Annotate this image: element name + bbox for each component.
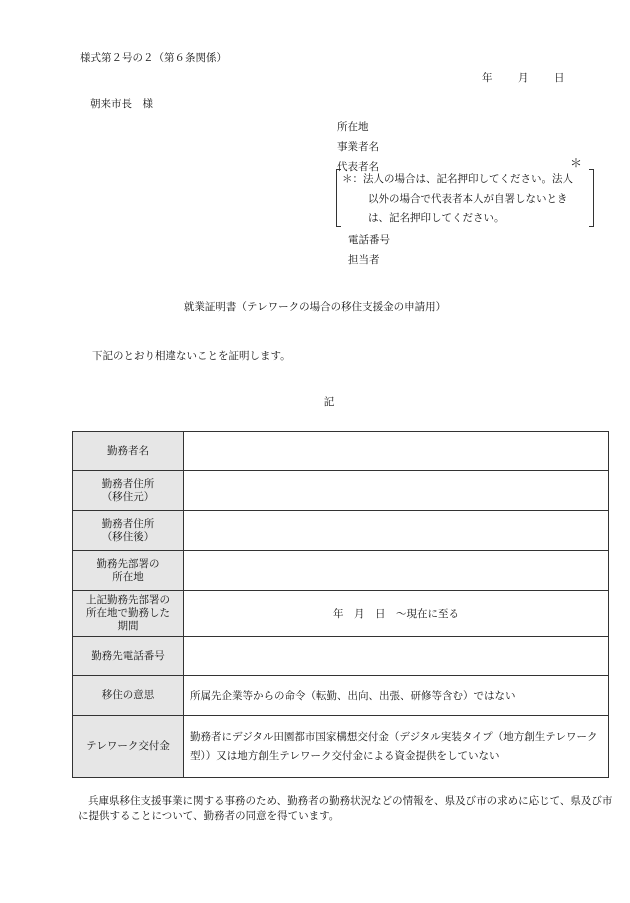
- row-value-dept-location[interactable]: [184, 551, 609, 591]
- note-bracket-left: [336, 169, 341, 227]
- row-label-address-after: [73, 511, 184, 551]
- certificate-table: [72, 431, 609, 778]
- seal-note-box: [336, 169, 594, 227]
- label-text: 上記勤務先部署の 所在地で勤務した 期間: [86, 594, 170, 632]
- row-label-work-period: [73, 591, 184, 637]
- applicant-contact-block: [348, 230, 390, 270]
- table-row: [73, 471, 609, 511]
- row-value-work-period[interactable]: 年 月 日 ～現在に至る: [184, 591, 609, 637]
- form-number: 様式第２号の２（第６条関係）: [80, 52, 227, 64]
- note-line-2: 以外の場合で代表者本人が自署しないとき: [368, 193, 568, 205]
- ki-heading: 記: [323, 396, 335, 408]
- date-day: 日: [554, 72, 565, 84]
- note-line-1: ＊：法人の場合は、記名押印してください。法人: [342, 173, 573, 185]
- row-label-dept-location: [73, 551, 184, 591]
- document-title: 就業証明書（テレワークの場合の移住支援金の申請用）: [183, 301, 447, 313]
- contact-person-label: 担当者: [348, 254, 380, 266]
- applicant-block: [337, 117, 379, 177]
- row-value-office-phone[interactable]: [184, 637, 609, 676]
- table-row: [73, 637, 609, 676]
- table-row: [73, 716, 609, 778]
- row-value-worker-name[interactable]: [184, 432, 609, 471]
- row-label-intention: 移住の意思: [73, 676, 184, 716]
- addressee: 朝来市長 様: [90, 98, 153, 110]
- row-label-worker-name: 勤務者名: [73, 432, 184, 471]
- note-bracket-right: [589, 169, 594, 227]
- label-text: 勤務者住所 （移住元）: [101, 477, 155, 503]
- row-label-office-phone: 勤務先電話番号: [73, 637, 184, 676]
- row-value-address-after[interactable]: [184, 511, 609, 551]
- row-value-address-before[interactable]: [184, 471, 609, 511]
- note-line-3: は、記名押印してください。: [368, 212, 505, 224]
- business-name-label: 事業者名: [337, 141, 379, 153]
- table-row: [73, 511, 609, 551]
- label-text: 勤務先部署の 所在地: [96, 557, 160, 583]
- date-line: [482, 70, 565, 85]
- asterisk-mark: ＊: [570, 156, 583, 170]
- row-label-telework-grant: テレワーク交付金: [73, 716, 184, 778]
- consent-footer: 兵庫県移住支援事業に関する事務のため、勤務者の勤務状況などの情報を、県及び市の求めに応じて、県及び市に提供することについて、勤務者の同意を得ています。: [78, 795, 613, 822]
- certification-statement: 下記のとおり相違ないことを証明します。: [92, 350, 291, 362]
- table-row: [73, 591, 609, 637]
- label-text: 勤務者住所 （移住後）: [101, 517, 155, 543]
- phone-label: 電話番号: [348, 234, 390, 246]
- representative-label: 代表者名: [337, 161, 379, 173]
- table-row: [73, 676, 609, 716]
- location-label: 所在地: [337, 121, 369, 133]
- row-value-intention: 所属先企業等からの命令（転勤、出向、出張、研修等含む）ではない: [184, 676, 609, 716]
- table-row: [73, 432, 609, 471]
- date-year: 年: [482, 72, 493, 84]
- date-month: 月: [518, 72, 529, 84]
- table-row: [73, 551, 609, 591]
- row-value-telework-grant: 勤務者にデジタル田園都市国家構想交付金（デジタル実装タイプ（地方創生テレワーク型））又は地方創生テレワーク交付金による資金提供をしていない: [184, 716, 609, 778]
- row-label-address-before: [73, 471, 184, 511]
